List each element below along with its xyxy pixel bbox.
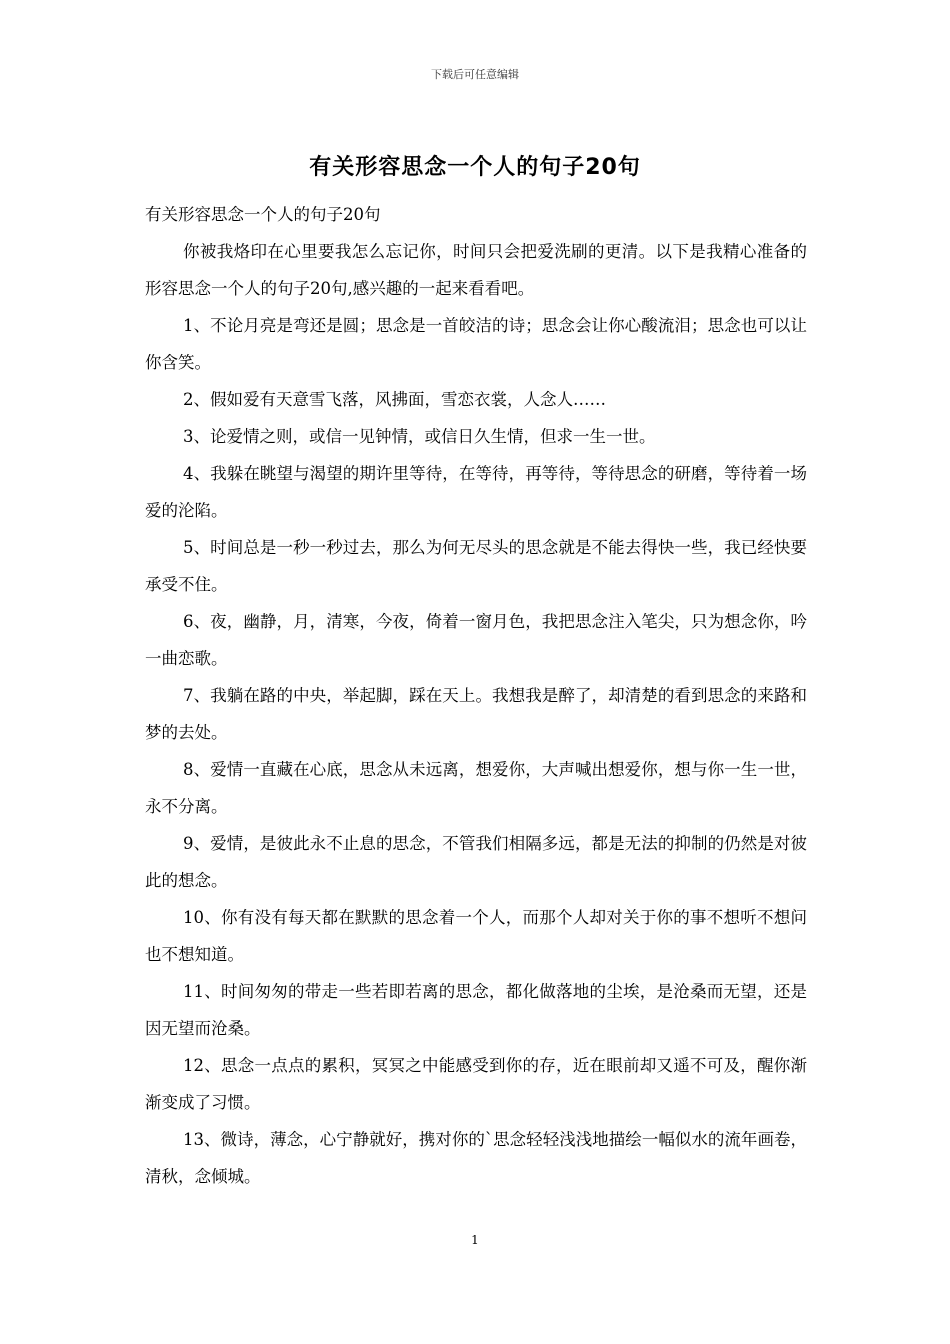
list-item: 4、我躲在眺望与渴望的期许里等待，在等待，再等待，等待思念的研磨，等待着一场爱的沦陷。 — [145, 464, 807, 520]
list-item: 13、微诗，薄念，心宁静就好，携对你的`思念轻轻浅浅地描绘一幅似水的流年画卷，清秋，念倾城。 — [145, 1130, 807, 1186]
list-item: 7、我躺在路的中央，举起脚，踩在天上。我想我是醉了，却清楚的看到思念的来路和梦的去处。 — [145, 686, 807, 742]
list-item: 8、爱情一直藏在心底，思念从未远离，想爱你，大声喊出想爱你，想与你一生一世，永不分离。 — [145, 760, 807, 816]
list-item: 9、爱情，是彼此永不止息的思念，不管我们相隔多远，都是无法的抑制的仍然是对彼此的想念。 — [145, 834, 807, 890]
list-item: 1、不论月亮是弯还是圆；思念是一首皎洁的诗；思念会让你心酸流泪；思念也可以让你含笑。 — [145, 316, 807, 372]
list-item: 3、论爱情之则，或信一见钟情，或信日久生情，但求一生一世。 — [183, 427, 656, 446]
document-title: 有关形容思念一个人的句子20句 — [309, 155, 641, 180]
list-item: 11、时间匆匆的带走一些若即若离的思念，都化做落地的尘埃，是沧桑而无望，还是因无望而沧桑。 — [145, 982, 807, 1038]
list-item: 10、你有没有每天都在默默的思念着一个人，而那个人却对关于你的事不想听不想问也不想知道。 — [145, 908, 807, 964]
subtitle-line: 有关形容思念一个人的句子20句 — [145, 205, 381, 224]
page-header: 下载后可任意编辑 — [431, 68, 519, 81]
document-body — [145, 196, 807, 1195]
list-item: 2、假如爱有天意雪飞落，风拂面，雪恋衣裳，人念人…… — [183, 390, 606, 409]
list-item: 5、时间总是一秒一秒过去，那么为何无尽头的思念就是不能去得快一些，我已经快要承受不住。 — [145, 538, 807, 594]
list-item: 6、夜，幽静，月，清寒，今夜，倚着一窗月色，我把思念注入笔尖，只为想念你，吟一曲恋歌。 — [145, 612, 807, 668]
page-number: 1 — [471, 1233, 479, 1247]
list-item: 12、思念一点点的累积，冥冥之中能感受到你的存，近在眼前却又遥不可及，醒你渐渐变成了习惯。 — [145, 1056, 807, 1112]
intro-paragraph: 你被我烙印在心里要我怎么忘记你，时间只会把爱洗刷的更清。以下是我精心准备的形容思念一个人的句子20句,感兴趣的一起来看看吧。 — [145, 242, 807, 298]
